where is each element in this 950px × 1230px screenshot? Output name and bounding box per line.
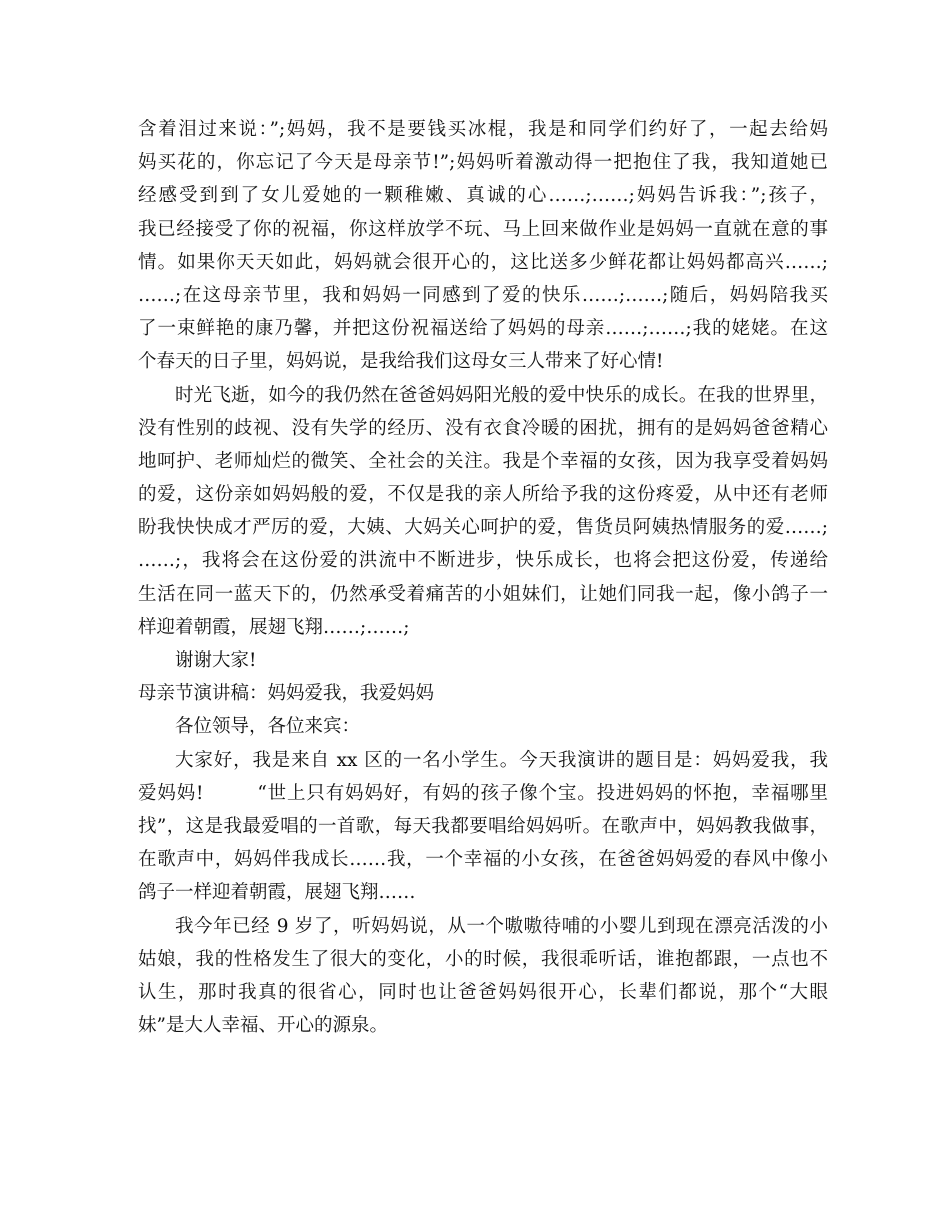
paragraph-start-line: 时光飞逝，如今的我仍然在爸爸妈妈阳光般的爱中快乐的成长。在我的世界里， — [175, 384, 828, 406]
text-line: 盼我快快成才严厉的爱，大姨、大妈关心呵护的爱，售货员阿姨热情服务的爱……; — [138, 517, 828, 539]
text-line: 妈买花的，你忘记了今天是母亲节!”;妈妈听着激动得一把抱住了我，我知道她已 — [138, 152, 828, 174]
text-line: 生活在同一蓝天下的，仍然承受着痛苦的小姐妹们，让她们同我一起，像小鸽子一 — [138, 583, 828, 605]
document-body — [138, 113, 828, 1042]
text-line: 含着泪过来说：”;妈妈，我不是要钱买冰棍，我是和同学们约好了，一起去给妈 — [138, 119, 828, 140]
speech-title: 母亲节演讲稿：妈妈爱我，我爱妈妈 — [138, 683, 435, 705]
text-line: 我已经接受了你的祝福，你这样放学不玩、马上回来做作业是妈妈一直就在意的事 — [138, 218, 828, 240]
text-line: 经感受到到了女儿爱她的一颗稚嫩、真诚的心……;……;妈妈告诉我：”;孩子， — [138, 185, 828, 207]
paragraph-start-line: 我今年已经 9 岁了，听妈妈说，从一个嗷嗷待哺的小婴儿到现在漂亮活泼的小 — [175, 915, 828, 937]
text-line: 样迎着朝霞，展翅飞翔……;……; — [138, 616, 410, 638]
text-line: 找”，这是我最爱唱的一首歌，每天我都要唱给妈妈听。在歌声中，妈妈教我做事， — [138, 815, 828, 837]
text-line: 地呵护、老师灿烂的微笑、全社会的关注。我是个幸福的女孩，因为我享受着妈妈 — [138, 450, 828, 472]
text-line: 姑娘，我的性格发生了很大的变化，小的时候，我很乖听话，谁抱都跟，一点也不 — [138, 948, 828, 970]
salutation-line: 各位领导，各位来宾： — [175, 716, 361, 738]
text-line: ……;，我将会在这份爱的洪流中不断进步，快乐成长，也将会把这份爱，传递给 — [138, 550, 828, 572]
text-line: 情。如果你天天如此，妈妈就会很开心的，这比送多少鲜花都让妈妈都高兴……; — [138, 251, 828, 273]
text-line: 在歌声中，妈妈伴我成长……我，一个幸福的小女孩，在爸爸妈妈爱的春风中像小 — [138, 849, 828, 871]
text-line: 的爱，这份亲如妈妈般的爱，不仅是我的亲人所给予我的这份疼爱，从中还有老师 — [138, 484, 828, 506]
text-line: 鸽子一样迎着朝霞，展翅飞翔…… — [138, 882, 416, 904]
paragraph-start-line: 大家好，我是来自 xx 区的一名小学生。今天我演讲的题目是：妈妈爱我，我 — [175, 749, 828, 771]
text-line: 爱妈妈! “世上只有妈妈好，有妈的孩子像个宝。投进妈妈的怀抱，幸福哪里 — [138, 782, 828, 804]
text-line: ……;在这母亲节里，我和妈妈一同感到了爱的快乐……;……;随后，妈妈陪我买 — [138, 284, 828, 306]
closing-line: 谢谢大家! — [175, 650, 257, 671]
text-line: 没有性别的歧视、没有失学的经历、没有衣食冷暖的困扰，拥有的是妈妈爸爸精心 — [138, 417, 828, 439]
text-line: 认生，那时我真的很省心，同时也让爸爸妈妈很开心，长辈们都说，那个“大眼 — [138, 981, 828, 1003]
text-line: 妹”是大人幸福、开心的源泉。 — [138, 1015, 388, 1037]
text-line: 了一束鲜艳的康乃馨，并把这份祝福送给了妈妈的母亲……;……;我的姥姥。在这 — [138, 318, 828, 340]
text-line: 个春天的日子里，妈妈说，是我给我们这母女三人带来了好心情! — [138, 351, 664, 373]
